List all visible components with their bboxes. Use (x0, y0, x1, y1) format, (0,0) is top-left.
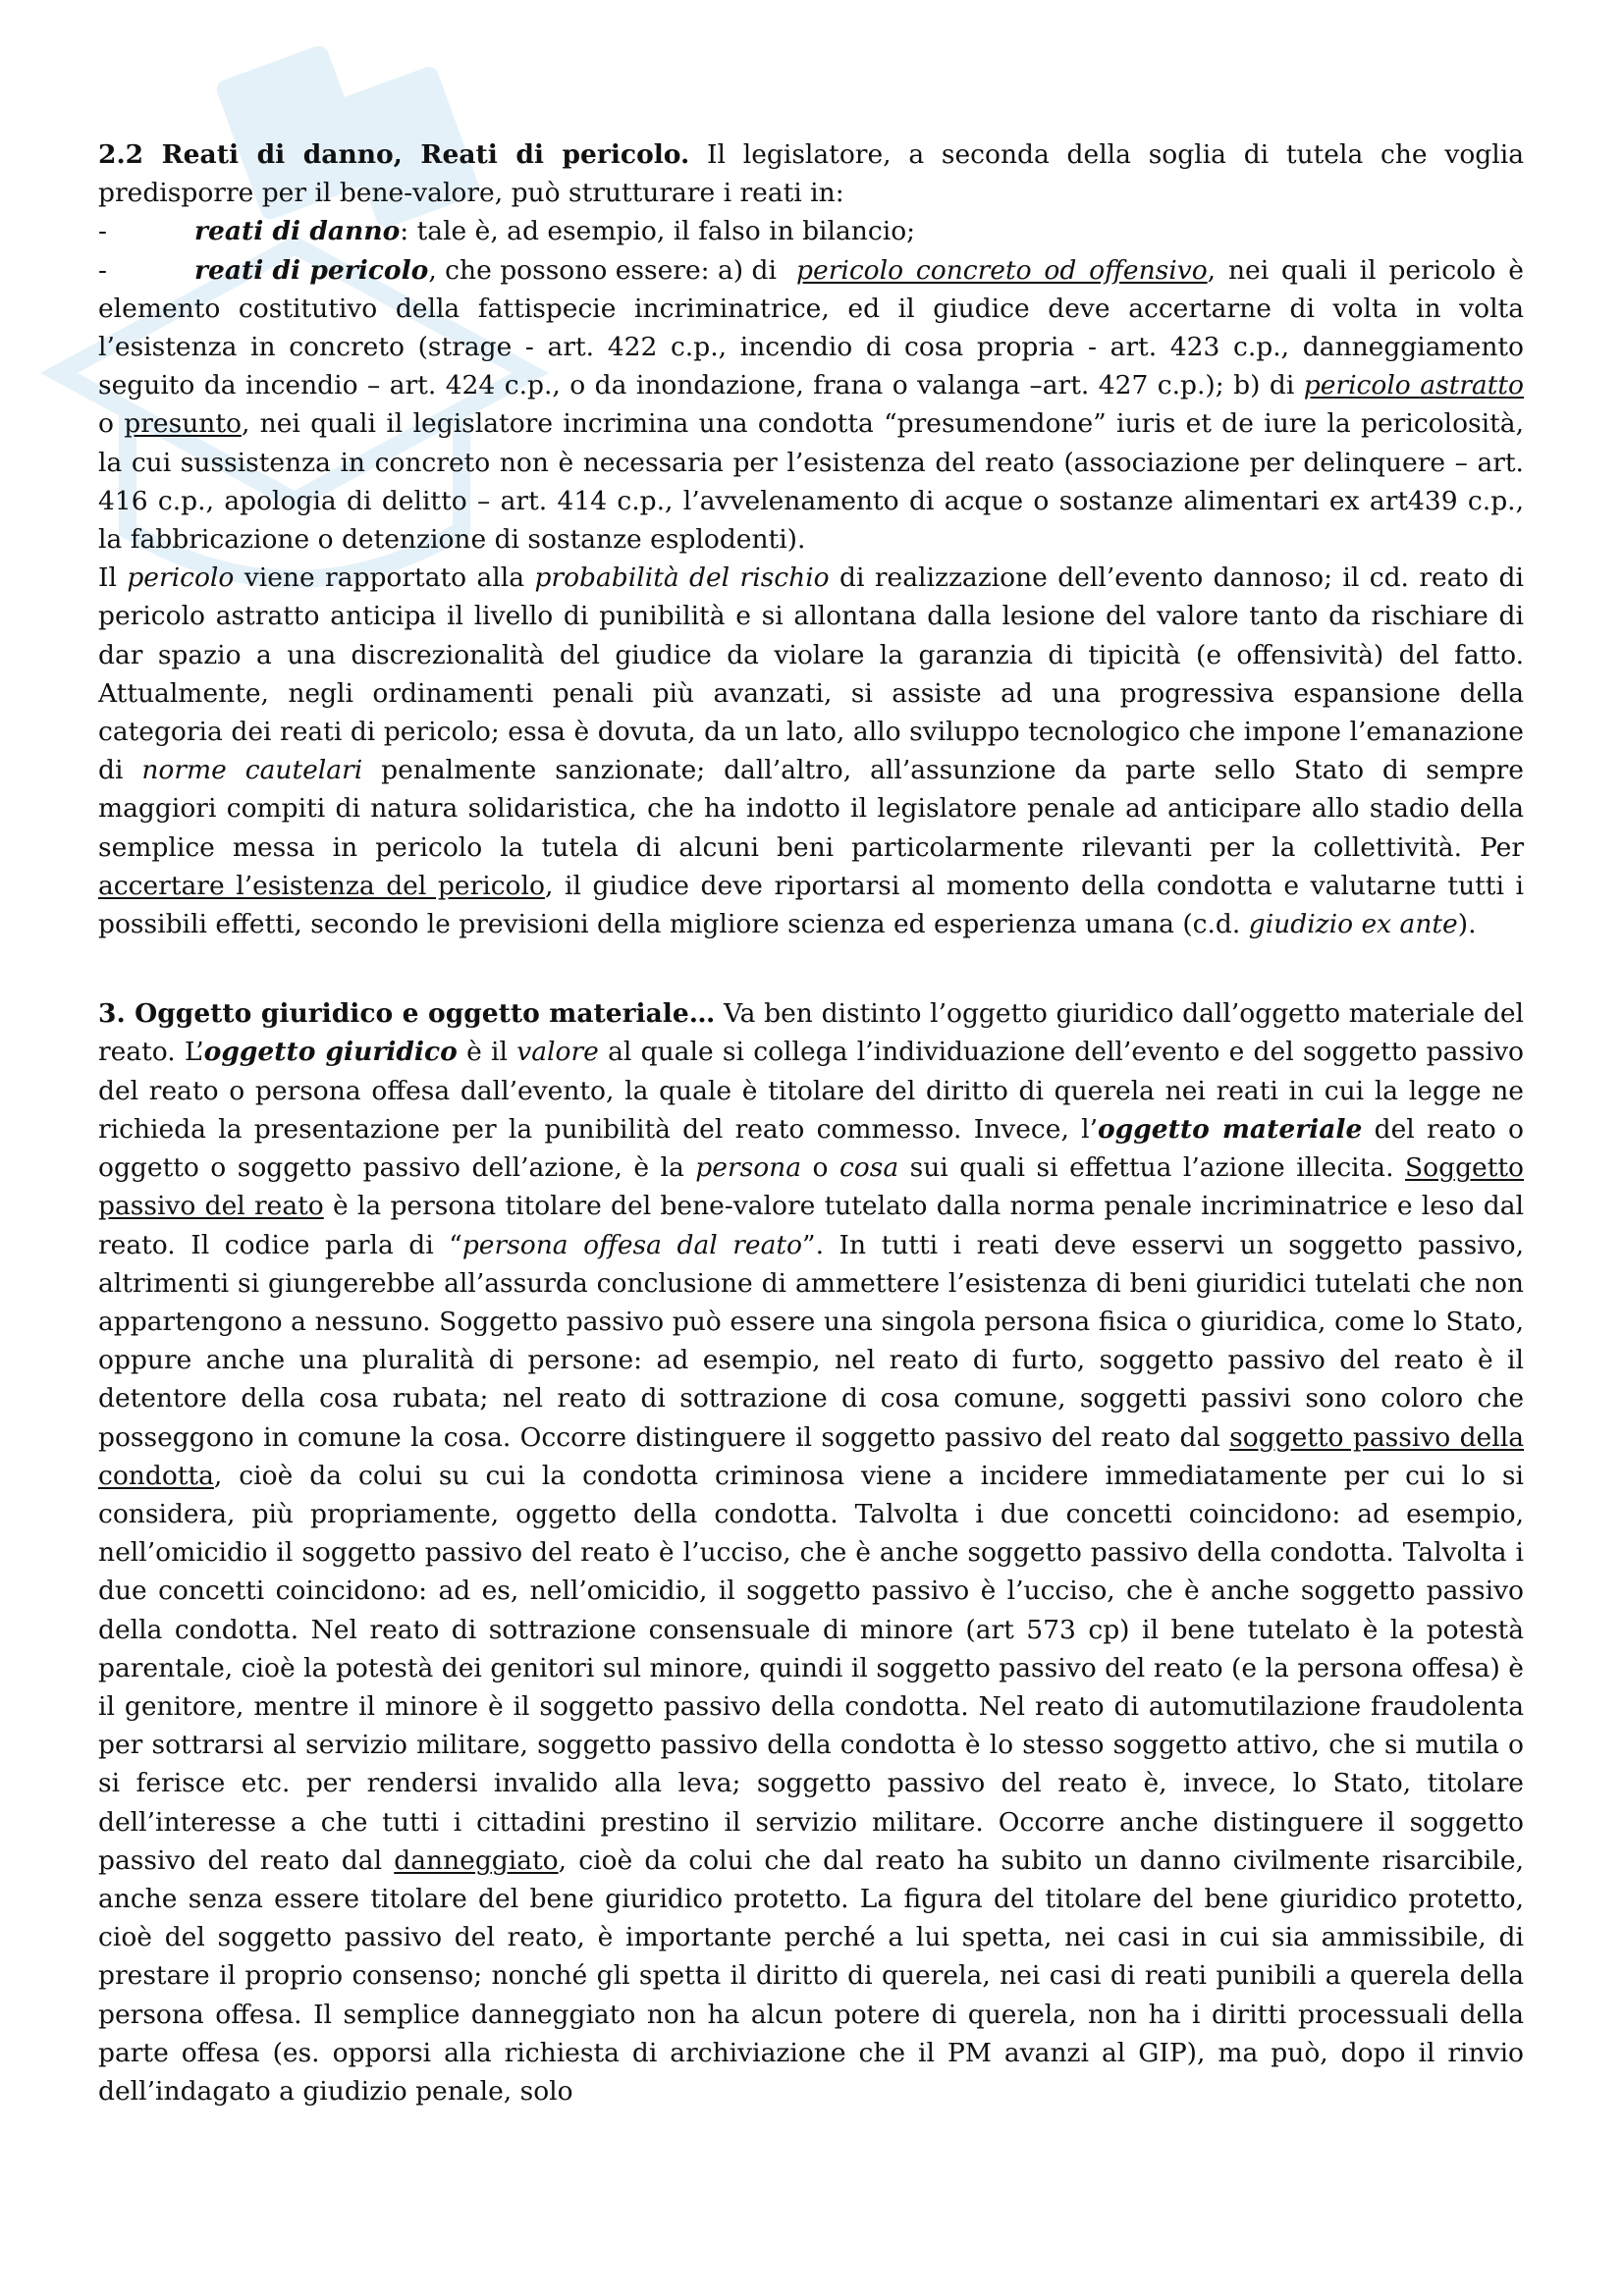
underlined-soggetto-passivo-condotta: soggetto passivo della condotta (98, 1421, 1524, 1491)
underlined-pericolo-astratto: pericolo astratto (1303, 370, 1524, 401)
term-oggetto-giuridico: oggetto giuridico (203, 1037, 458, 1068)
list-item-reati-di-pericolo: - reati di pericolo, che possono essere: a) di (98, 251, 1524, 290)
underlined-pericolo-concreto: pericolo concreto od offensivo (796, 254, 1208, 286)
section-spacer (98, 943, 1524, 994)
underlined-accertare-pericolo: accertare l’esistenza del pericolo (98, 870, 545, 901)
reati-di-pericolo-continuation: pericolo concreto od offensivo, nei quali il pericolo è elemento costitutivo della fattispecie incriminatrice, ed il giudice deve accertarne di volta in volta l’esistenza in concreto (strage - art. 422 c.p., incendio di cosa propria - art. 423 c.p., danneggiamento seguito da incendio – art. 424 c.p., o da inondazione, frana o valanga –art. 427 c.p.); b) di pericolo astratto o presunto, nei quali il legislatore incrimina una condotta “presumendone” iuris et de iure la pericolosità, la cui sussistenza in concreto non è necessaria per l’esistenza del reato (associazione per delinquere – art. 416 c.p., apologia di delitto – art. 414 c.p., l’avvelenamento di acque o sostanze alimentari ex art439 c.p., la fabbricazione o detenzione di sostanze esplodenti). (98, 254, 1524, 556)
underlined-presunto: presunto (124, 408, 242, 440)
list-bullet: - (98, 216, 107, 247)
underlined-soggetto-passivo-reato: Soggetto passivo del reato (98, 1152, 1524, 1222)
section-2-2-paragraph: 2.2 Reati di danno, Reati di pericolo. Il legislatore, a seconda della soglia di tutela che voglia predisporre per il bene-valore, può strutturare i reati in: (98, 139, 1524, 209)
underlined-danneggiato: danneggiato (394, 1844, 559, 1876)
section-3-paragraph: 3. Oggetto giuridico e oggetto materiale… Va ben distinto l’oggetto giuridico dall’oggetto materiale del reato. L’oggetto giuridico è il valore al quale si collega l’individuazione dell’evento e del soggetto passivo del reato o persona offesa dall’evento, la quale è titolare del diritto di querela nei reati in cui la legge ne richieda la presentazione per la punibilità del reato commesso. Invece, l’oggetto materiale del reato o oggetto o soggetto passivo dell’azione, è la persona o cosa sui quali si effettua l’azione illecita. Soggetto passivo del reato è la persona titolare del bene-valore tutelato dalla norma penale incriminatrice e leso dal reato. Il codice parla di “persona offesa dal reato”. In tutti i reati deve esservi un soggetto passivo, altrimenti si giungerebbe all’assurda conclusione di ammettere l’esistenza di beni giuridici tutelati che non appartengono a nessuno. Soggetto passivo può essere una singola persona fisica o giuridica, come lo Stato, oppure anche una pluralità di persone: ad esempio, nel reato di furto, soggetto passivo del reato è il detentore della cosa rubata; nel reato di sottrazione di cosa comune, soggetti passivi sono coloro che posseggono in comune la cosa. Occorre distinguere il soggetto passivo del reato dal soggetto passivo della condotta, cioè da colui su cui la condotta criminosa viene a incidere immediatamente per cui lo si considera, più propriamente, oggetto della condotta. Talvolta i due concetti coincidono: ad esempio, nell’omicidio il soggetto passivo del reato è l’ucciso, che è anche soggetto passivo della condotta. Talvolta i due concetti coincidono: ad es, nell’omicidio, il soggetto passivo è l’ucciso, che è anche soggetto passivo della condotta. Nel reato di sottrazione consensuale di minore (art 573 cp) il bene tutelato è la potestà parentale, cioè la potestà dei genitori sul minore, quindi il soggetto passivo del reato (e la persona offesa) è il genitore, mentre il minore è il soggetto passivo della condotta. Nel reato di automutilazione fraudolenta per sottrarsi al servizio militare, soggetto passivo della condotta è lo stesso soggetto attivo, che si mutila o si ferisce etc. per rendersi invalido alla leva; soggetto passivo del reato è, invece, lo Stato, titolare dell’interesse a che tutti i cittadini prestino il servizio militare. Occorre anche distinguere il soggetto passivo del reato dal danneggiato, cioè da colui che dal reato ha subito un danno civilmente risarcibile, anche senza essere titolare del bene giuridico protetto. La figura del titolare del bene giuridico protetto, cioè del soggetto passivo del reato, è importante perché a lui spetta, nei casi in cui sia ammissibile, di prestare il proprio consenso; nonché gli spetta il diritto di querela, nei casi di reati punibili a querela della persona offesa. Il semplice danneggiato non ha alcun potere di querela, non ha i diritti processuali della parte offesa (es. opporsi alla richiesta di archiviazione che il PM avanzi al GIP), ma può, dopo il rinvio dell’indagato a giudizio penale, solo (98, 998, 1525, 2107)
term-oggetto-materiale: oggetto materiale (1098, 1113, 1363, 1145)
list-bullet: - (98, 254, 107, 286)
section-3-heading: 3. Oggetto giuridico e oggetto materiale… (98, 998, 716, 1030)
term-reati-di-pericolo: reati di pericolo (194, 254, 429, 286)
pericolo-paragraph: Il pericolo viene rapportato alla probabilità del rischio di realizzazione dell’evento dannoso; il cd. reato di pericolo astratto anticipa il livello di punibilità e si allontana dalla lesione del valore tanto da rischiare di dar spazio a una discrezionalità del giudice da violare la garanzia di tipicità (e offensività) del fatto. Attualmente, negli ordinamenti penali più avanzati, si assiste ad una progressiva espansione della categoria dei reati di pericolo; essa è dovuta, da un lato, allo sviluppo tecnologico che impone l’emanazione di norme cautelari penalmente sanzionate; dall’altro, all’assunzione da parte sello Stato di sempre maggiori compiti di natura solidaristica, che ha indotto il legislatore penale ad anticipare allo stadio della semplice messa in pericolo la tutela di alcuni beni particolarmente rilevanti per la collettività. Per accertare l’esistenza del pericolo, il giudice deve riportarsi al momento della condotta e valutarne tutti i possibili effetti, secondo le previsioni della migliore scienza ed esperienza umana (c.d. giudizio ex ante). (98, 562, 1524, 940)
list-item-reati-di-danno: - reati di danno: tale è, ad esempio, il falso in bilancio; (98, 212, 1524, 250)
document-body (98, 135, 1524, 2110)
term-reati-di-danno: reati di danno (194, 216, 401, 247)
section-2-2-heading: 2.2 Reati di danno, Reati di pericolo. (98, 139, 690, 170)
